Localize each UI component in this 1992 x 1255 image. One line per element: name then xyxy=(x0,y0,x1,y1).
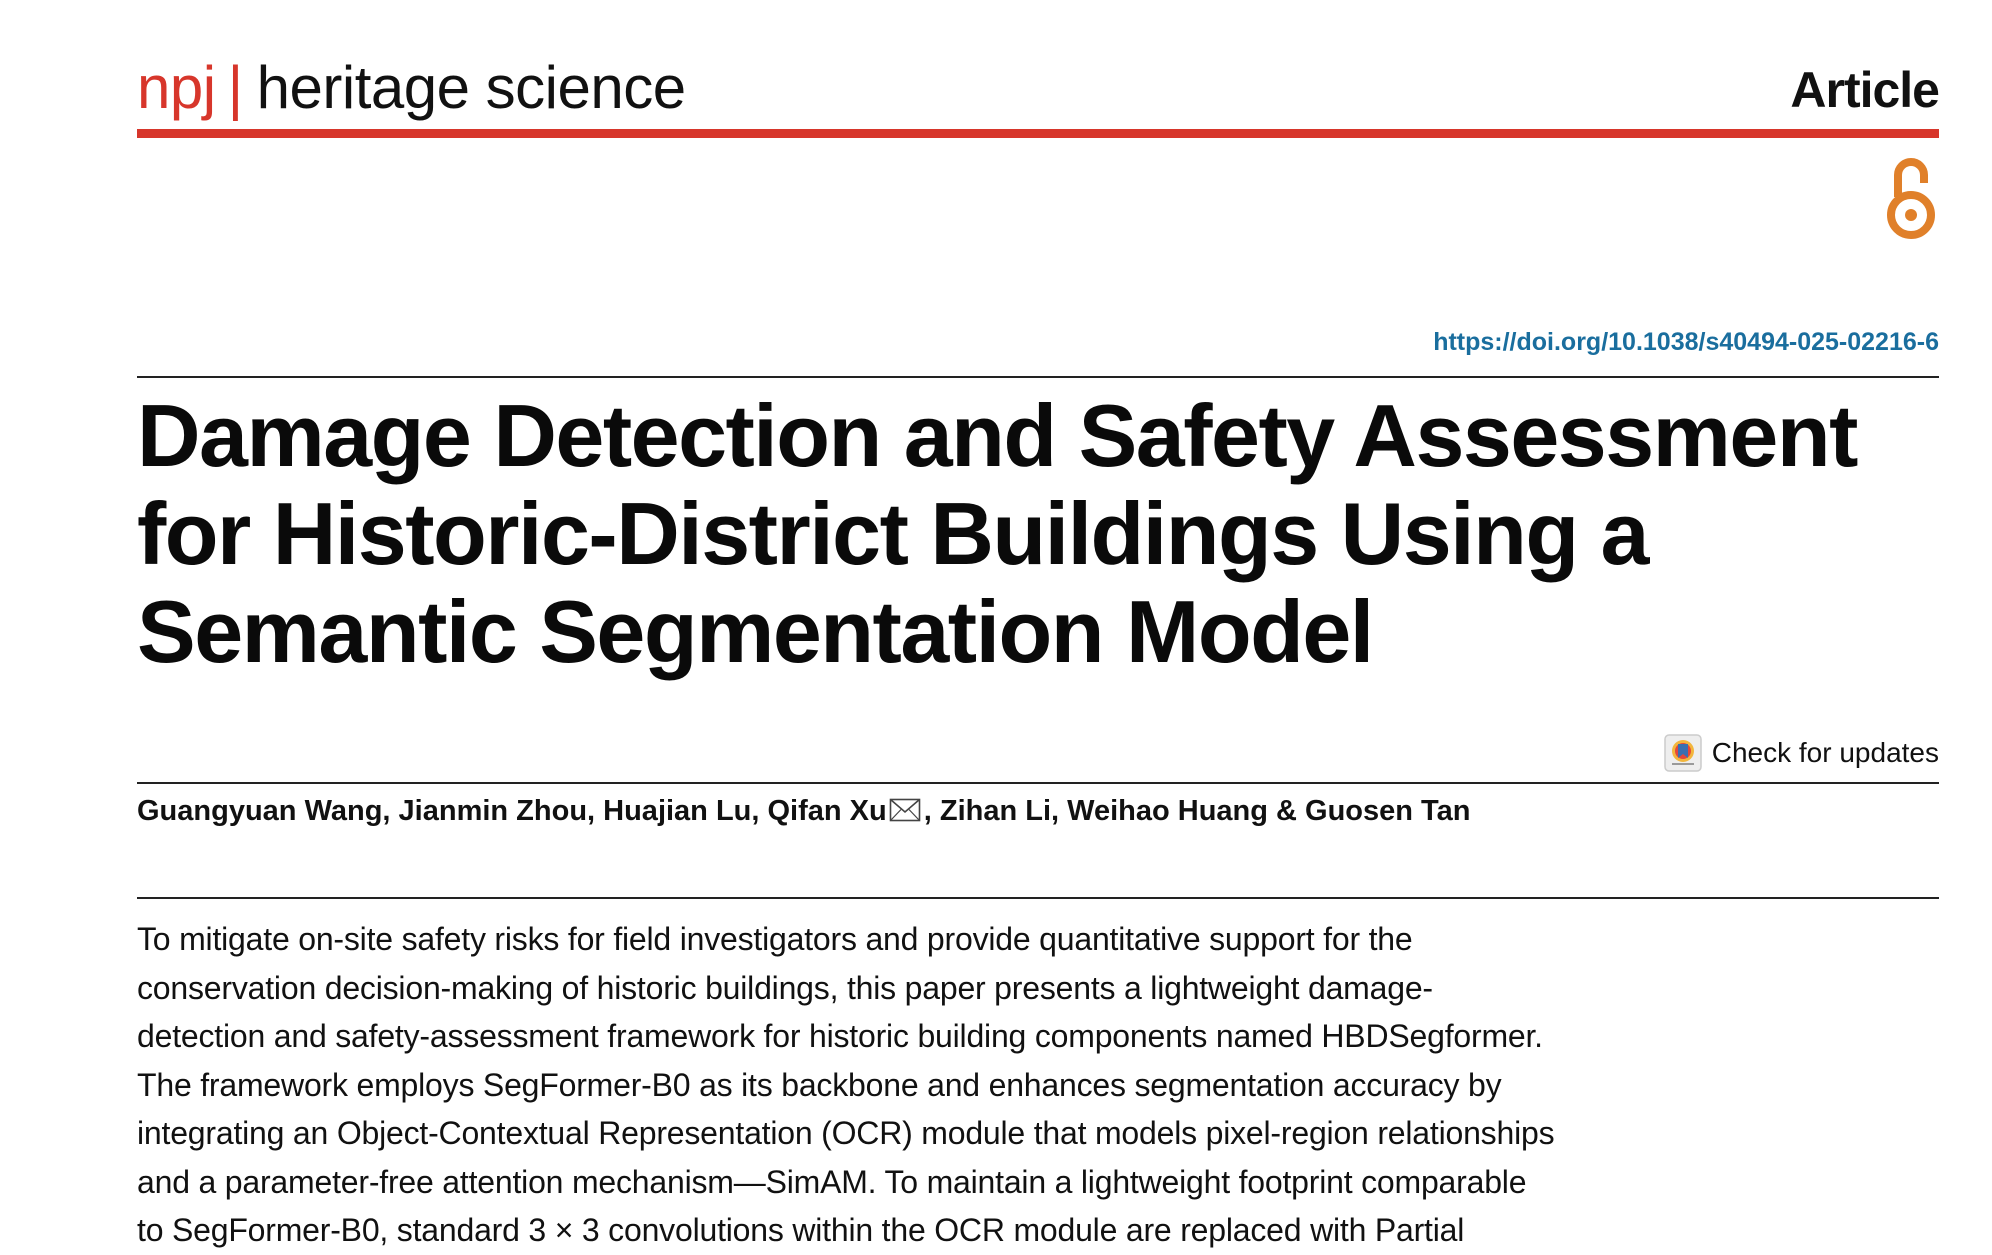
abstract-line: detection and safety-assessment framework for historic building components named HBDSegformer. xyxy=(137,1018,1543,1054)
abstract-line: and a parameter-free attention mechanism—SimAM. To maintain a lightweight footprint comparable xyxy=(137,1163,1527,1200)
envelope-icon[interactable] xyxy=(889,798,921,822)
author-list xyxy=(137,795,1470,828)
abstract-line: To mitigate on-site safety risks for field investigators and provide quantitative support for the xyxy=(137,921,1413,957)
abstract-line: integrating an Object-Contextual Representation (OCR) module that models pixel-region relationships xyxy=(137,1115,1555,1151)
abstract-line: The framework employs SegFormer-B0 as its backbone and enhances segmentation accuracy by xyxy=(137,1066,1502,1103)
check-for-updates-button[interactable] xyxy=(1664,732,1939,774)
authors-part-2: , Zihan Li, Weihao Huang & Guosen Tan xyxy=(923,795,1471,827)
authors-part-1: Guangyuan Wang, Jianmin Zhou, Huajian Lu, Qifan Xu xyxy=(137,795,887,827)
check-for-updates-icon xyxy=(1664,734,1702,772)
abstract-line: conservation decision-making of historic buildings, this paper presents a lightweight damage- xyxy=(137,969,1433,1006)
article-title: Damage Detection and Safety Assessment for Historic-District Buildings Using a Semantic Segmentation Model xyxy=(137,386,1857,681)
journal-separator: | xyxy=(227,54,243,121)
header-red-rule xyxy=(137,129,1939,138)
journal-prefix: npj xyxy=(137,54,216,121)
check-for-updates-label: Check for updates xyxy=(1711,737,1939,768)
abstract xyxy=(137,915,1667,1255)
masthead xyxy=(137,50,1939,120)
authors-top-rule xyxy=(137,782,1939,784)
journal-name: heritage science xyxy=(256,54,686,121)
abstract-line: to SegFormer-B0, standard 3 × 3 convolutions within the OCR module are replaced with Partial xyxy=(137,1212,1465,1248)
title-top-rule xyxy=(137,376,1939,378)
open-access-icon xyxy=(1882,153,1940,241)
journal-logo[interactable] xyxy=(137,50,686,126)
article-type-label: Article xyxy=(1790,62,1939,118)
doi-link[interactable]: https://doi.org/10.1038/s40494-025-02216-6 xyxy=(1433,328,1939,356)
abstract-top-rule xyxy=(137,897,1939,899)
